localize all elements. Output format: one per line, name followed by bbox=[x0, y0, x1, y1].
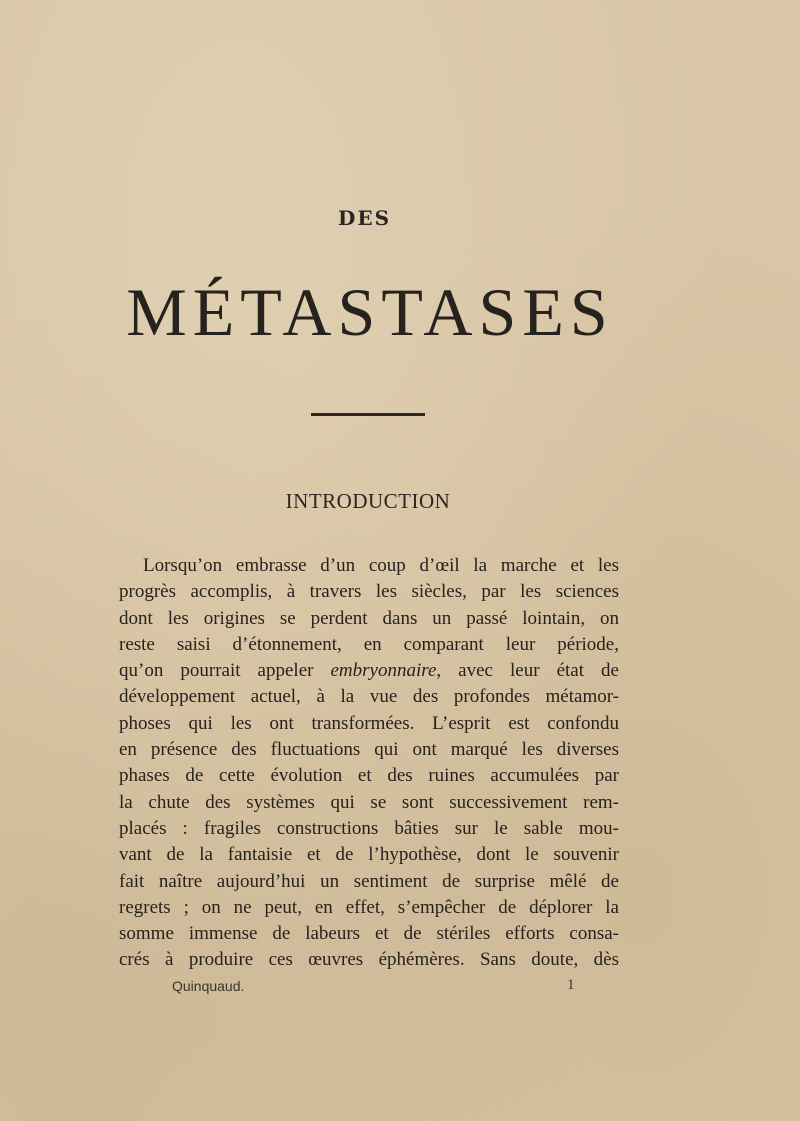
title-prefix: DES bbox=[337, 206, 392, 230]
text-line: vant de la fantaisie et de l’hypothèse, dont le souvenir bbox=[119, 844, 619, 866]
text-line: phoses qui les ont transformées. L’esprit est confondu bbox=[119, 712, 619, 734]
text-line: fait naître aujourd’hui un sentiment de surprise mêlé de bbox=[119, 870, 619, 892]
text-line: somme immense de labeurs et de stériles efforts consa- bbox=[119, 923, 619, 945]
text-line: phases de cette évolution et des ruines accumulées par bbox=[119, 765, 619, 787]
text-line: en présence des fluctuations qui ont marqué les diverses bbox=[119, 739, 619, 761]
text-line: Lorsqu’on embrasse d’un coup d’œil la marche et les bbox=[143, 555, 619, 576]
title-rule-divider bbox=[311, 413, 425, 416]
text-line: développement actuel, à la vue des profondes métamor- bbox=[119, 686, 619, 708]
text-line: reste saisi d’étonnement, en comparant leur période, bbox=[119, 633, 619, 655]
text-line: progrès accomplis, à travers les siècles, par les sciences bbox=[119, 581, 619, 603]
text-line: regrets ; on ne peut, en effet, s’empêcher de déplorer la bbox=[119, 896, 619, 918]
footer-signature: Quinquaud. bbox=[172, 978, 245, 994]
text-fragment: qu’on pourrait appeler bbox=[119, 660, 331, 682]
text-line: la chute des systèmes qui se sont successivement rem- bbox=[119, 791, 619, 813]
section-heading: INTRODUCTION bbox=[285, 489, 451, 513]
footer-sheet-number: 1 bbox=[567, 977, 575, 993]
text-line: crés à produire ces œuvres éphémères. Sans doute, dès bbox=[119, 949, 619, 971]
page-title: MÉTASTASES bbox=[126, 274, 614, 350]
text-line: dont les origines se perdent dans un passé lointain, on bbox=[119, 607, 619, 629]
body-paragraph bbox=[119, 553, 619, 974]
text-line: placés : fragiles constructions bâties sur le sable mou- bbox=[119, 817, 619, 839]
text-fragment: , avec leur état de bbox=[436, 660, 619, 682]
italic-term: embryonnaire bbox=[330, 660, 437, 682]
text-line-mixed bbox=[119, 658, 619, 684]
